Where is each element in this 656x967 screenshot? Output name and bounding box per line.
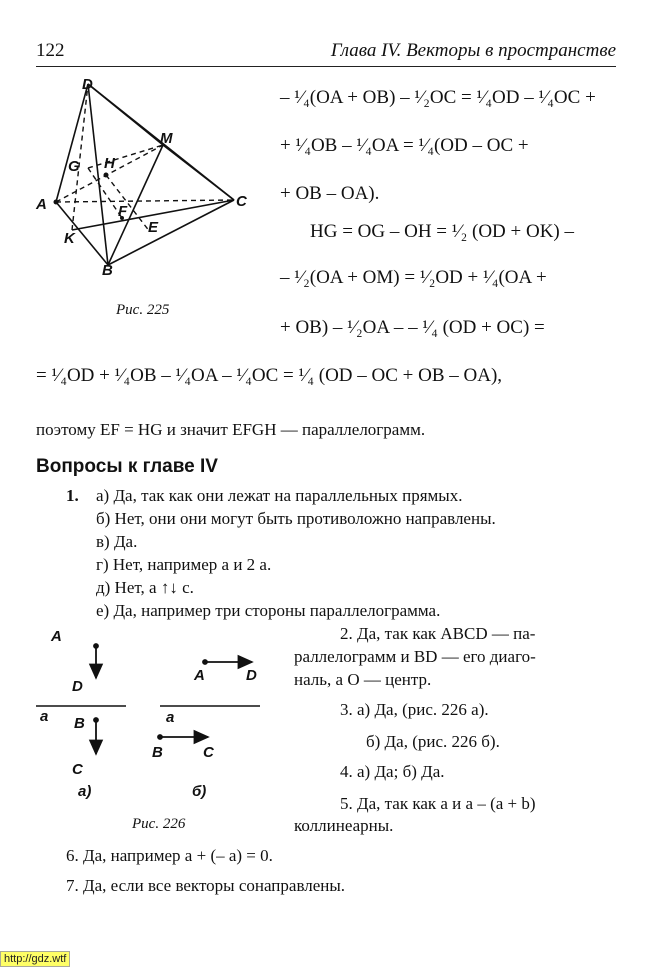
- fig226a-label-a: a: [40, 708, 49, 725]
- conclusion-line: поэтому EF = HG и значит EFGH — параллелограмм.: [36, 420, 426, 439]
- math-line-6: + OB) – ¹⁄₂OA – – ¹⁄₄ (OD + OC) =: [280, 317, 545, 338]
- figure-226-drawing: [30, 636, 280, 796]
- fig226b-label-D: D: [246, 667, 257, 684]
- fig225-label-D: D: [82, 76, 93, 93]
- q7: 7. Да, если все векторы сонаправлены.: [66, 876, 346, 895]
- fig226a-label-C: C: [72, 761, 83, 778]
- math-line-4: HG = OG – OH = ¹⁄₂ (OD + OK) –: [310, 221, 575, 242]
- math-line-5: – ¹⁄₂(OA + OM) = ¹⁄₂OD + ¹⁄₄(OA +: [280, 267, 547, 288]
- fig225-label-K: K: [64, 230, 75, 247]
- math-line-3: + OB – OA).: [280, 183, 380, 204]
- q3-a: 3. а) Да, (рис. 226 а).: [340, 700, 489, 719]
- q5-line-2: коллинеарны.: [294, 816, 394, 835]
- q6: 6. Да, например a + (– a) = 0.: [66, 846, 273, 865]
- fig226-sub-a: а): [78, 783, 92, 800]
- fig225-label-M: M: [160, 130, 173, 147]
- chapter-title: Глава IV. Векторы в пространстве: [330, 40, 616, 61]
- q2-line-2: раллелограмм и BD — его диаго-: [294, 647, 536, 666]
- fig225-label-A: A: [36, 196, 47, 213]
- math-line-1: – ¹⁄₄(OA + OB) – ¹⁄₂OC = ¹⁄₄OD – ¹⁄₄OC +: [280, 87, 596, 108]
- q1-item-b: б) Нет, они они могут быть противоложно направлены.: [96, 509, 496, 528]
- q1-item-g: г) Нет, например a и 2 a.: [96, 555, 272, 574]
- math-line-2: + ¹⁄₄OB – ¹⁄₄OA = ¹⁄₄(OD – OC +: [280, 135, 529, 156]
- math-line-7: = ¹⁄₄OD + ¹⁄₄OB – ¹⁄₄OA – ¹⁄₄OC = ¹⁄₄ (OD – OC + OB – OA),: [36, 365, 503, 386]
- q3-b: б) Да, (рис. 226 б).: [366, 732, 500, 751]
- footer-watermark-link[interactable]: http://gdz.wtf: [0, 951, 70, 967]
- section-title: Вопросы к главе IV: [36, 456, 218, 477]
- q1-item-v: в) Да.: [96, 532, 138, 551]
- fig226b-label-a: a: [166, 709, 175, 726]
- q5-line-1: 5. Да, так как a и a – (a + b): [340, 794, 536, 813]
- fig225-label-G: G: [68, 158, 80, 175]
- fig225-label-H: H: [104, 155, 115, 172]
- figure-226-caption: Рис. 226: [132, 816, 186, 832]
- fig226a-label-A: A: [51, 628, 62, 645]
- fig225-label-E: E: [148, 219, 159, 236]
- fig226b-label-B: B: [152, 744, 163, 761]
- q2-line-3: наль, а O — центр.: [294, 670, 432, 689]
- q1-item-a: а) Да, так как они лежат на параллельных прямых.: [96, 486, 463, 505]
- figure-225-drawing: [30, 70, 290, 310]
- fig225-label-F: F: [118, 203, 128, 220]
- header-rule: [36, 66, 616, 67]
- figure-225-caption: Рис. 225: [116, 302, 170, 318]
- q4: 4. а) Да; б) Да.: [340, 762, 445, 781]
- q2-line-1: 2. Да, так как ABCD — па-: [340, 624, 536, 643]
- q1-item-e: е) Да, например три стороны параллелограмма.: [96, 601, 441, 620]
- fig225-label-C: C: [236, 193, 247, 210]
- fig226a-label-D: D: [72, 678, 83, 695]
- fig226b-label-A: A: [194, 667, 205, 684]
- fig226-sub-b: б): [192, 783, 207, 800]
- q1-item-d: д) Нет, a ↑↓ c.: [96, 578, 194, 597]
- fig225-label-B: B: [102, 262, 113, 279]
- fig226b-label-C: C: [203, 744, 214, 761]
- page-number: 122: [36, 40, 65, 61]
- fig226a-label-B: B: [74, 715, 85, 732]
- q1-number: 1.: [66, 486, 79, 505]
